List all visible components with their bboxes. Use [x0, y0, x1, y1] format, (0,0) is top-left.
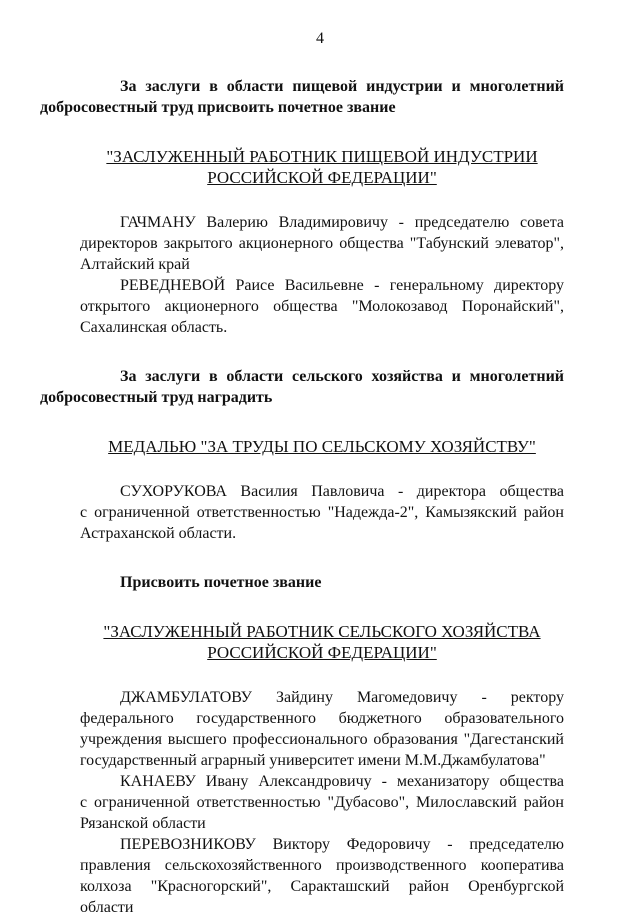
entry-line: колхоза "Красногорский", Саракташский район Оренбургской [80, 878, 564, 895]
entry-line: директоров закрытого акционерного общества "Табунский элеватор", [80, 235, 564, 252]
entry-line: КАНАЕВУ Ивану Александровичу - механизатору общества [120, 773, 564, 790]
entry-line: Сахалинская область. [80, 319, 228, 336]
page-number: 4 [316, 30, 324, 47]
award-entry [80, 275, 564, 338]
award-title-line: МЕДАЛЬЮ "ЗА ТРУДЫ ПО СЕЛЬСКОМУ ХОЗЯЙСТВУ" [108, 437, 536, 456]
award-entry [80, 687, 564, 771]
award-entry [80, 771, 564, 834]
section-agriculture-title [80, 572, 564, 918]
intro-line: За заслуги в области сельского хозяйства и многолетний [120, 368, 564, 385]
entry-line: государственный аграрный университет имени М.М.Джамбулатова" [80, 752, 546, 769]
entry-line: Алтайский край [80, 256, 190, 273]
award-title-line: "ЗАСЛУЖЕННЫЙ РАБОТНИК СЕЛЬСКОГО ХОЗЯЙСТВА [103, 622, 541, 641]
section-food-industry [40, 76, 564, 338]
award-title [80, 436, 564, 457]
intro-line: добросовестный труд присвоить почетное звание [40, 99, 396, 116]
award-title [80, 146, 564, 188]
entry-line: области [80, 899, 134, 916]
entry-line: Астраханской области. [80, 525, 237, 542]
entry-line: открытого акционерного общества "Молокозавод Поронайский", [80, 298, 564, 315]
entry-line: ГАЧМАНУ Валерию Владимировичу - председателю совета [120, 214, 564, 231]
section-intro [40, 76, 564, 118]
entry-line: учреждения высшего профессионального образования "Дагестанский [80, 731, 564, 748]
award-title [80, 621, 564, 663]
entry-line: РЕВЕДНЕВОЙ Раисе Васильевне - генеральному директору [120, 277, 564, 294]
entry-line: ПЕРЕВОЗНИКОВУ Виктору Федоровичу - председателю [120, 836, 564, 853]
entry-line: с ограниченной ответственностью "Дубасово", Милославский район [80, 794, 564, 811]
section-agriculture-medal [40, 366, 564, 544]
entry-line: Рязанской области [80, 815, 206, 832]
entry-line: СУХОРУКОВА Василия Павловича - директора общества [120, 483, 564, 500]
intro-line: добросовестный труд наградить [40, 389, 273, 406]
section-intro [80, 572, 564, 593]
entry-line: с ограниченной ответственностью "Надежда-2", Камызякский район [80, 504, 564, 521]
award-title-line: РОССИЙСКОЙ ФЕДЕРАЦИИ" [207, 643, 437, 662]
intro-line: За заслуги в области пищевой индустрии и многолетний [120, 78, 564, 95]
section-intro [40, 366, 564, 408]
award-title-line: "ЗАСЛУЖЕННЫЙ РАБОТНИК ПИЩЕВОЙ ИНДУСТРИИ [106, 147, 538, 166]
entry-line: ДЖАМБУЛАТОВУ Зайдину Магомедовичу - ректору [120, 689, 564, 706]
award-entry [80, 212, 564, 275]
award-entry [80, 834, 564, 918]
document-body [40, 76, 564, 918]
entry-line: правления сельскохозяйственного производственного кооператива [80, 857, 564, 874]
entry-line: федерального государственного бюджетного образовательного [80, 710, 564, 727]
award-entry [80, 481, 564, 544]
award-title-line: РОССИЙСКОЙ ФЕДЕРАЦИИ" [207, 168, 437, 187]
intro-line: Присвоить почетное звание [120, 574, 322, 591]
